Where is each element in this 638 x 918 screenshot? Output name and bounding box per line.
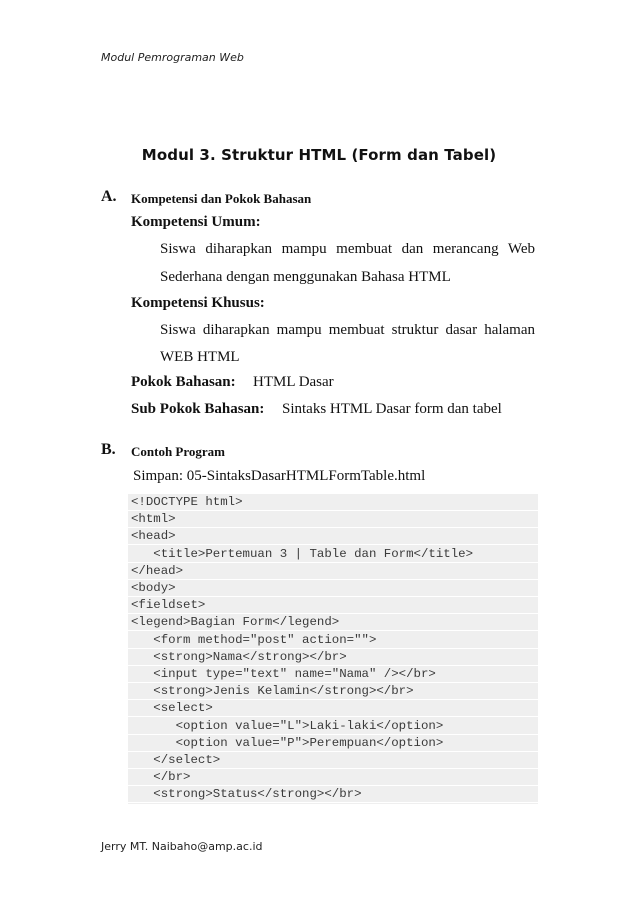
code-line: <body> [128, 580, 538, 597]
code-line: <strong>Status</strong></br> [128, 786, 538, 803]
code-line: </br> [128, 769, 538, 786]
pokok-bahasan-label: Pokok Bahasan: [131, 374, 236, 390]
code-line: <fieldset> [128, 597, 538, 614]
code-line: <title>Pertemuan 3 | Table dan Form</title> [128, 546, 538, 563]
code-line: <select> [128, 700, 538, 717]
code-line: <input type="text" name="Nama" /></br> [128, 666, 538, 683]
pokok-bahasan-value: HTML Dasar [253, 374, 334, 390]
page-footer: Jerry MT. Naibaho@amp.ac.id [101, 840, 263, 853]
kompetensi-khusus-label: Kompetensi Khusus: [131, 295, 265, 311]
code-line: <html> [128, 511, 538, 528]
section-b-letter: B. [101, 441, 116, 458]
kompetensi-umum-text-line-1: Siswa diharapkan mampu membuat dan merancang Web [160, 241, 535, 257]
code-line: <option value="L">Laki-laki</option> [128, 718, 538, 735]
code-line: <strong>Nama</strong></br> [128, 649, 538, 666]
sub-pokok-bahasan-label: Sub Pokok Bahasan: [131, 401, 265, 417]
code-line: <option value="P">Perempuan</option> [128, 735, 538, 752]
code-block [128, 494, 538, 804]
section-a-title: Kompetensi dan Pokok Bahasan [131, 191, 312, 206]
code-line: <!DOCTYPE html> [128, 494, 538, 511]
code-line: </head> [128, 563, 538, 580]
kompetensi-umum-text-line-2: Sederhana dengan menggunakan Bahasa HTML [160, 269, 451, 285]
kompetensi-khusus-text-line-1: Siswa diharapkan mampu membuat struktur dasar halaman [160, 322, 535, 338]
code-line: </select> [128, 752, 538, 769]
sub-pokok-bahasan-value: Sintaks HTML Dasar form dan tabel [282, 401, 502, 417]
section-a-letter: A. [101, 188, 117, 205]
code-line: <head> [128, 528, 538, 545]
kompetensi-umum-label: Kompetensi Umum: [131, 214, 261, 230]
code-line: <form method="post" action=""> [128, 632, 538, 649]
section-b-title: Contoh Program [131, 444, 226, 459]
kompetensi-khusus-text-line-2: WEB HTML [160, 349, 240, 365]
code-line: <strong>Jenis Kelamin</strong></br> [128, 683, 538, 700]
page-header: Modul Pemrograman Web [101, 51, 244, 64]
save-filename: Simpan: 05-SintaksDasarHTMLFormTable.html [133, 468, 426, 484]
module-title: Modul 3. Struktur HTML (Form dan Tabel) [141, 146, 497, 164]
code-line: <legend>Bagian Form</legend> [128, 614, 538, 631]
